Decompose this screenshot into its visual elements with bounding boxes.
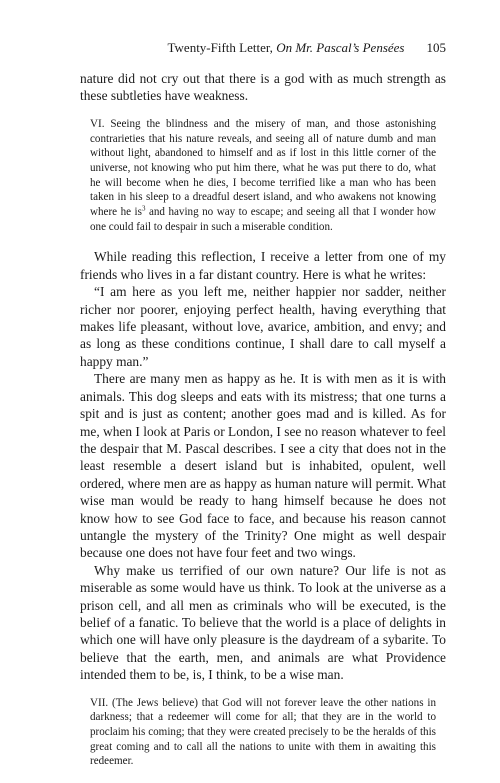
paragraph-many-men: There are many men as happy as he. It is with men as it is with animals. This dog sleeps and eats with its mistress; that one turns a spit and is just as content; another goes mad and is killed. As for me, when I look at Paris or London, I see no reason whatever to feel the despair that M. Pascal describes. I see a city that does not in the least resemble a desert island but is inhabited, opulent, well ordered, where men are as happy as human nature will permit. What wise man would be ready to hang himself because he does not know how to see God face to face, and because his reason cannot untangle the mystery of the Trinity? One might as well despair because one does not have four feet and two wings. (80, 371, 446, 561)
running-title-italic: On Mr. Pascal’s Pensées (276, 40, 405, 55)
paragraph-why: Why make us terrified of our own nature? Our life is not as miserable as some would have us think. To look at the universe as a prison cell, and all men as criminals who will be executed, is the belief of a fanatic. To believe that the world is a place of delights in which one will have only pleasure is the daydream of a sybarite. To believe that the earth, men, and animals are what Providence intended them to be, is, I think, to be a wise man. (80, 562, 446, 683)
paragraph-intro: nature did not cry out that there is a god with as much strength as these subtleties have weakness. (80, 71, 446, 104)
paragraph-letter: “I am here as you left me, neither happier nor sadder, neither richer nor poorer, enjoying perfect health, having everything that makes life pleasant, without love, avarice, ambition, and envy; and as long as these conditions continue, I shall dare to call myself a happy man.” (80, 284, 446, 369)
quote-vi-part2: and having no way to escape; and seeing all that I wonder how one could fail to despair in such a miserable condition. (90, 206, 436, 233)
footnote-marker: 3 (141, 204, 146, 213)
running-title-prefix: Twenty-Fifth Letter, (167, 40, 277, 55)
quote-vii: VII. (The Jews believe) that God will not forever leave the other nations in darkness; that a redeemer will come for all; that they are in the world to proclaim his coming; that they were created precisely to be the heralds of this great coming and to call all the nations to unite with them in awaiting this redeemer. (90, 696, 436, 768)
running-head (80, 40, 446, 56)
book-page (80, 40, 446, 783)
quote-vi-part1: VI. Seeing the blindness and the misery of man, and those astonishing contrarieties that his nature reveals, and seeing all of nature dumb and man without light, abandoned to himself and as if lost in this little corner of the universe, not knowing who put him there, what he was put there to do, what he will become when he dies, I become terrified like a man who has been taken in his sleep to a dreadful desert island, and who awakens not knowing where he is (90, 117, 436, 219)
quote-vi (90, 117, 436, 235)
paragraph-reading: While reading this reflection, I receive a letter from one of my friends who lives in a far distant country. Here is what he writes: (80, 249, 446, 282)
running-title (168, 40, 405, 56)
page-number: 105 (426, 40, 446, 55)
